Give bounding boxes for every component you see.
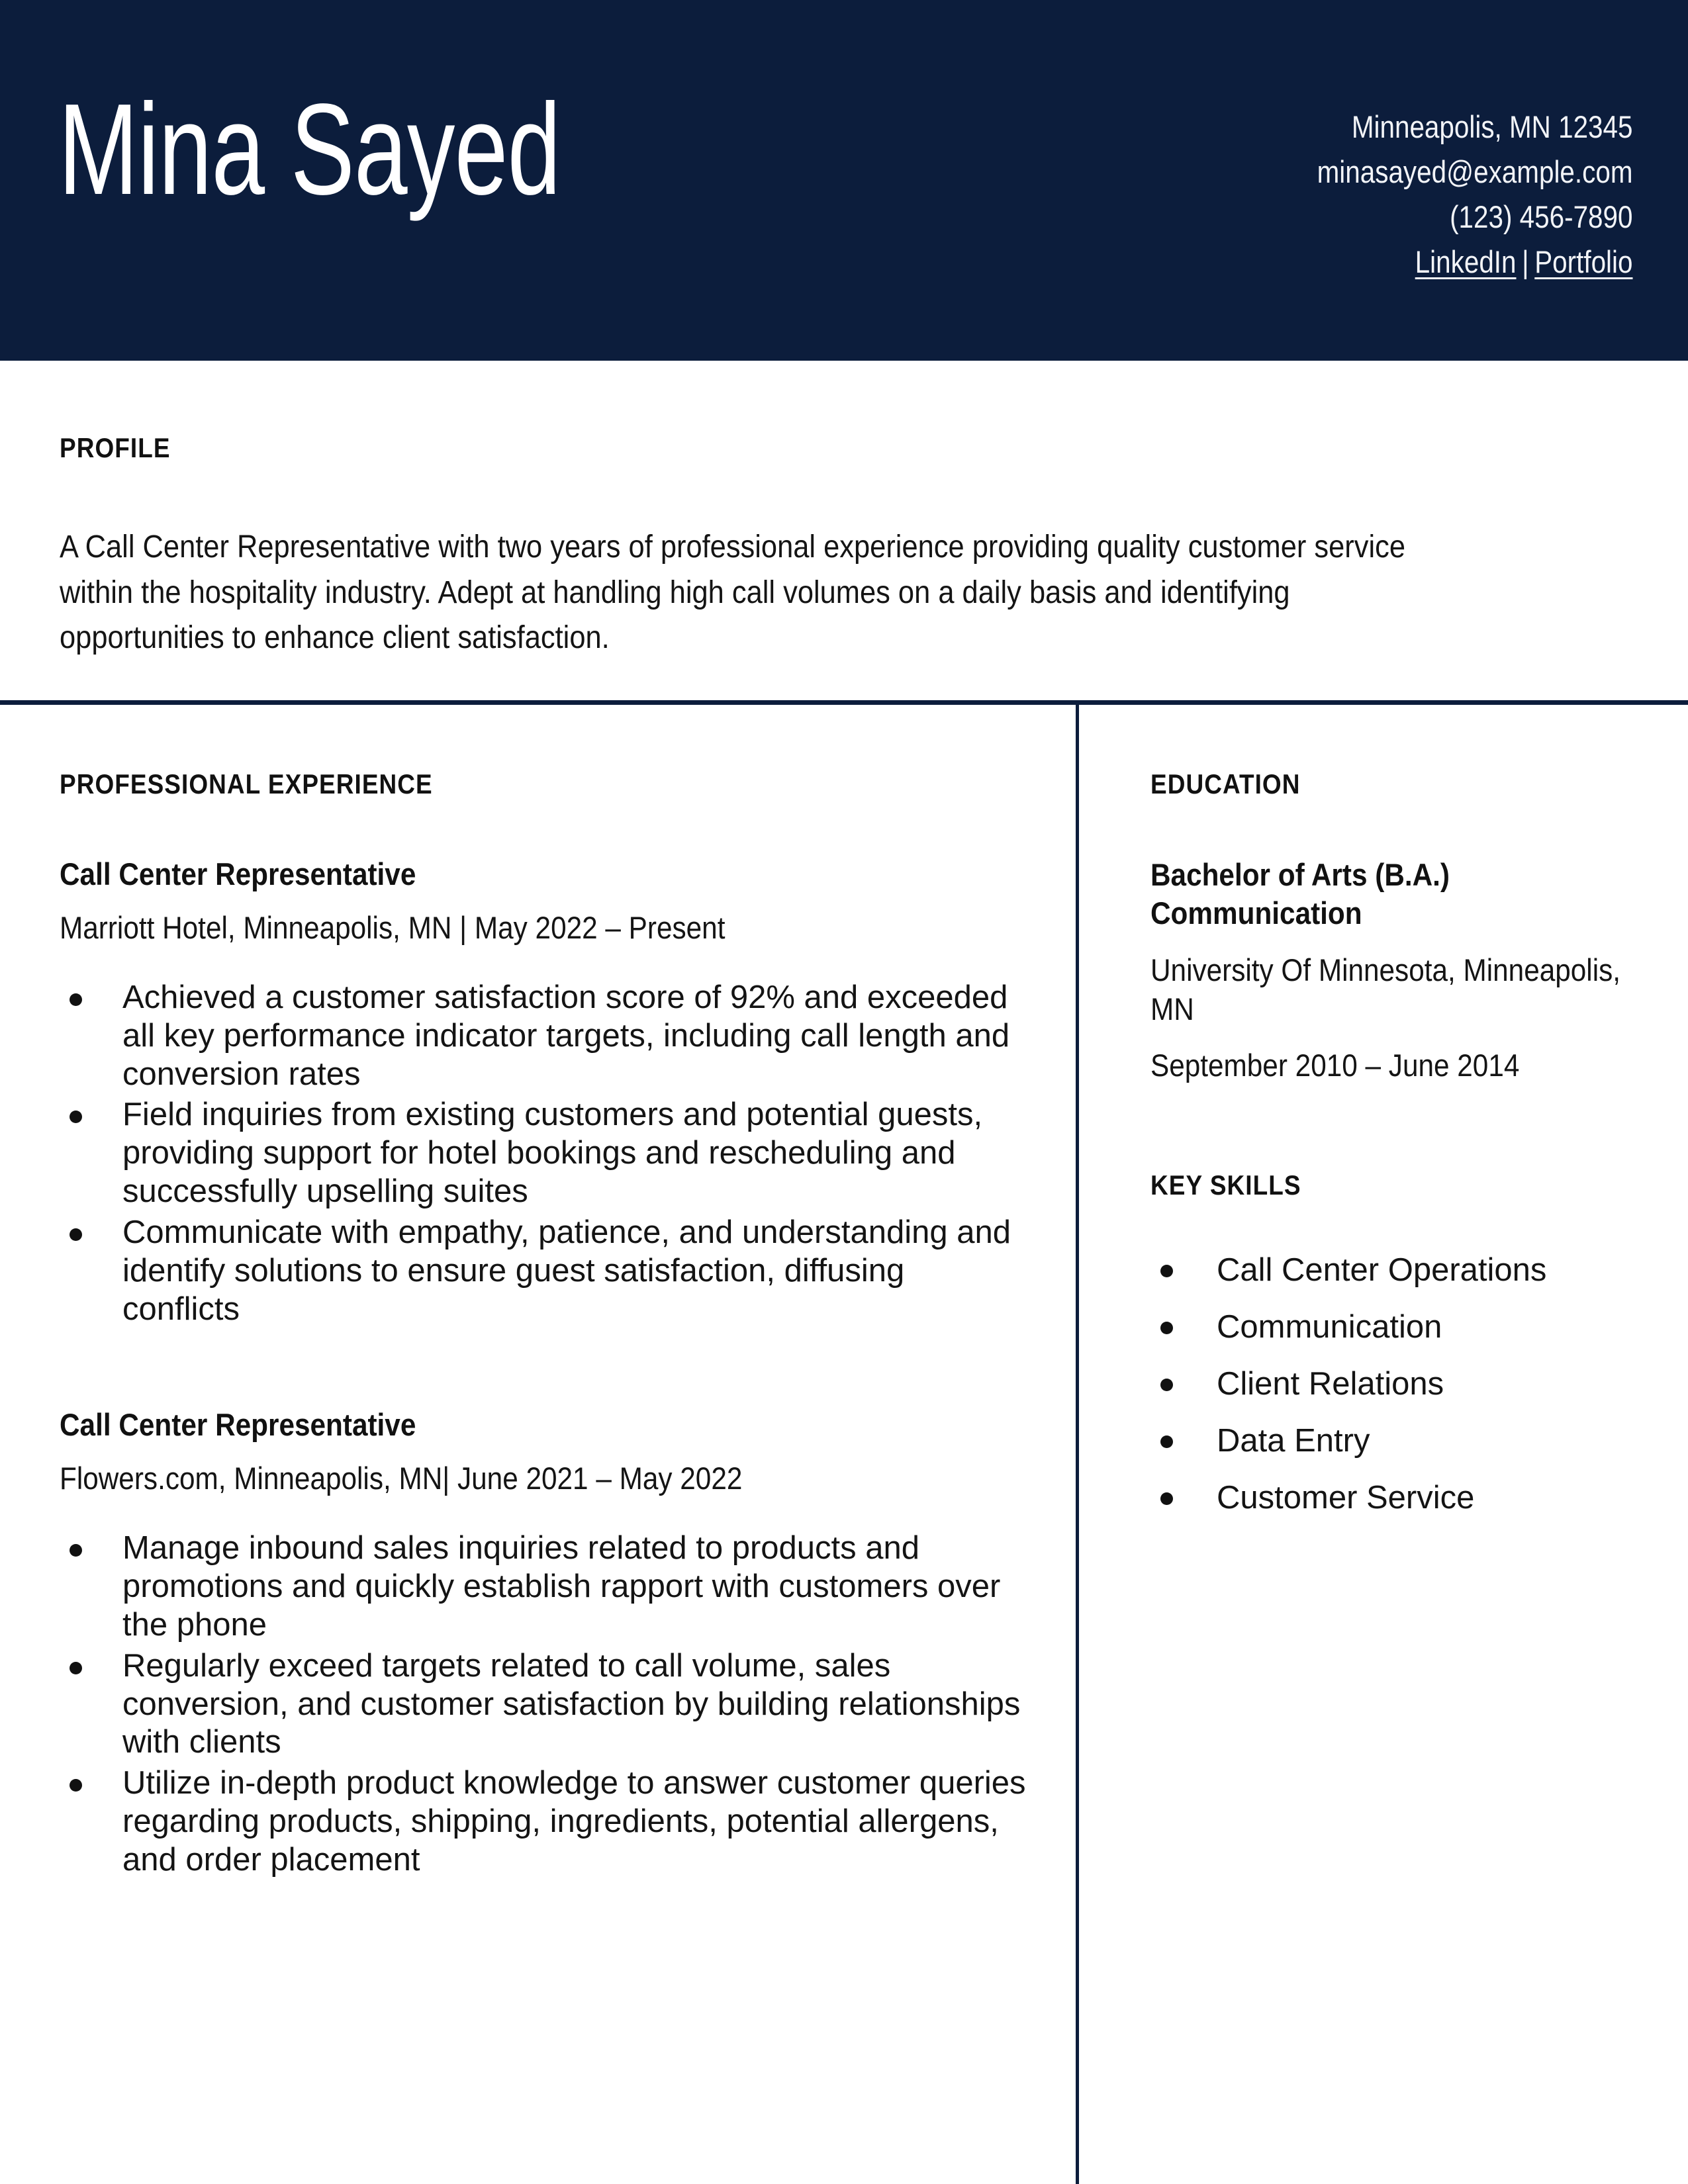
job-bullet-list	[60, 979, 1026, 1328]
profile-section	[0, 361, 1688, 661]
profile-summary-text: A Call Center Representative with two years of professional experience providing quality customer service within the hospitality industry. Adept at handling high call volumes on a daily basis and identifying opportunities to enhance client satisfaction.	[60, 529, 1406, 656]
skills-list	[1150, 1254, 1640, 1514]
list-item: Communicate with empathy, patience, and understanding and identify solutions to ensure guest satisfaction, diffusing conflicts	[60, 1214, 1026, 1328]
job-bullet-list	[60, 1529, 1026, 1879]
list-item: Regularly exceed targets related to call volume, sales conversion, and customer satisfaction by building relationships with clients	[60, 1647, 1026, 1762]
job-meta: Marriott Hotel, Minneapolis, MN | May 2022 – Present	[60, 910, 726, 945]
column-divider-rule	[1076, 705, 1079, 2184]
job-title: Call Center Representative	[60, 1407, 416, 1443]
experience-entry	[60, 1406, 1026, 1879]
skills-heading: KEY SKILLS	[1150, 1169, 1301, 1201]
education-heading: EDUCATION	[1150, 768, 1301, 799]
name-block	[0, 0, 737, 222]
link-separator: |	[1521, 244, 1529, 280]
experience-entry	[60, 856, 1026, 1328]
job-meta: Flowers.com, Minneapolis, MN| June 2021 – May 2022	[60, 1461, 743, 1496]
profile-heading: PROFILE	[60, 432, 171, 463]
list-item: Manage inbound sales inquiries related to products and promotions and quickly establish rapport with customers over the phone	[60, 1529, 1026, 1644]
portfolio-link[interactable]: Portfolio	[1534, 244, 1632, 280]
list-item: Utilize in-depth product knowledge to answer customer queries regarding products, shipping, ingredients, potential allergens, and order placement	[60, 1764, 1026, 1879]
contact-block	[1266, 0, 1688, 285]
job-title: Call Center Representative	[60, 856, 416, 891]
contact-phone: (123) 456-7890	[1449, 199, 1632, 235]
sidebar-column	[1150, 768, 1640, 1539]
page-title: Mina Sayed	[58, 77, 561, 222]
contact-location: Minneapolis, MN 12345	[1351, 109, 1632, 144]
education-dates: September 2010 – June 2014	[1150, 1047, 1520, 1083]
experience-column	[60, 768, 1026, 1882]
education-institution: University Of Minnesota, Minneapolis, MN	[1150, 952, 1621, 1026]
header-divider-rule	[0, 700, 1688, 705]
contact-email: minasayed@example.com	[1317, 154, 1632, 190]
list-item: Client Relations	[1150, 1368, 1640, 1400]
list-item: Achieved a customer satisfaction score of 92% and exceeded all key performance indicator targets, including call length and conversion rates	[60, 979, 1026, 1093]
list-item: Field inquiries from existing customers and potential guests, providing support for hotel bookings and rescheduling and successfully upselling suites	[60, 1096, 1026, 1210]
list-item: Customer Service	[1150, 1482, 1640, 1514]
linkedin-link[interactable]: LinkedIn	[1415, 244, 1517, 280]
list-item: Call Center Operations	[1150, 1254, 1640, 1287]
experience-heading: PROFESSIONAL EXPERIENCE	[60, 768, 433, 799]
resume-header-banner	[0, 0, 1688, 361]
education-degree: Bachelor of Arts (B.A.) Communication	[1150, 857, 1450, 931]
list-item: Data Entry	[1150, 1425, 1640, 1457]
contact-links	[1317, 240, 1632, 285]
resume-body	[0, 705, 1688, 2184]
list-item: Communication	[1150, 1311, 1640, 1343]
